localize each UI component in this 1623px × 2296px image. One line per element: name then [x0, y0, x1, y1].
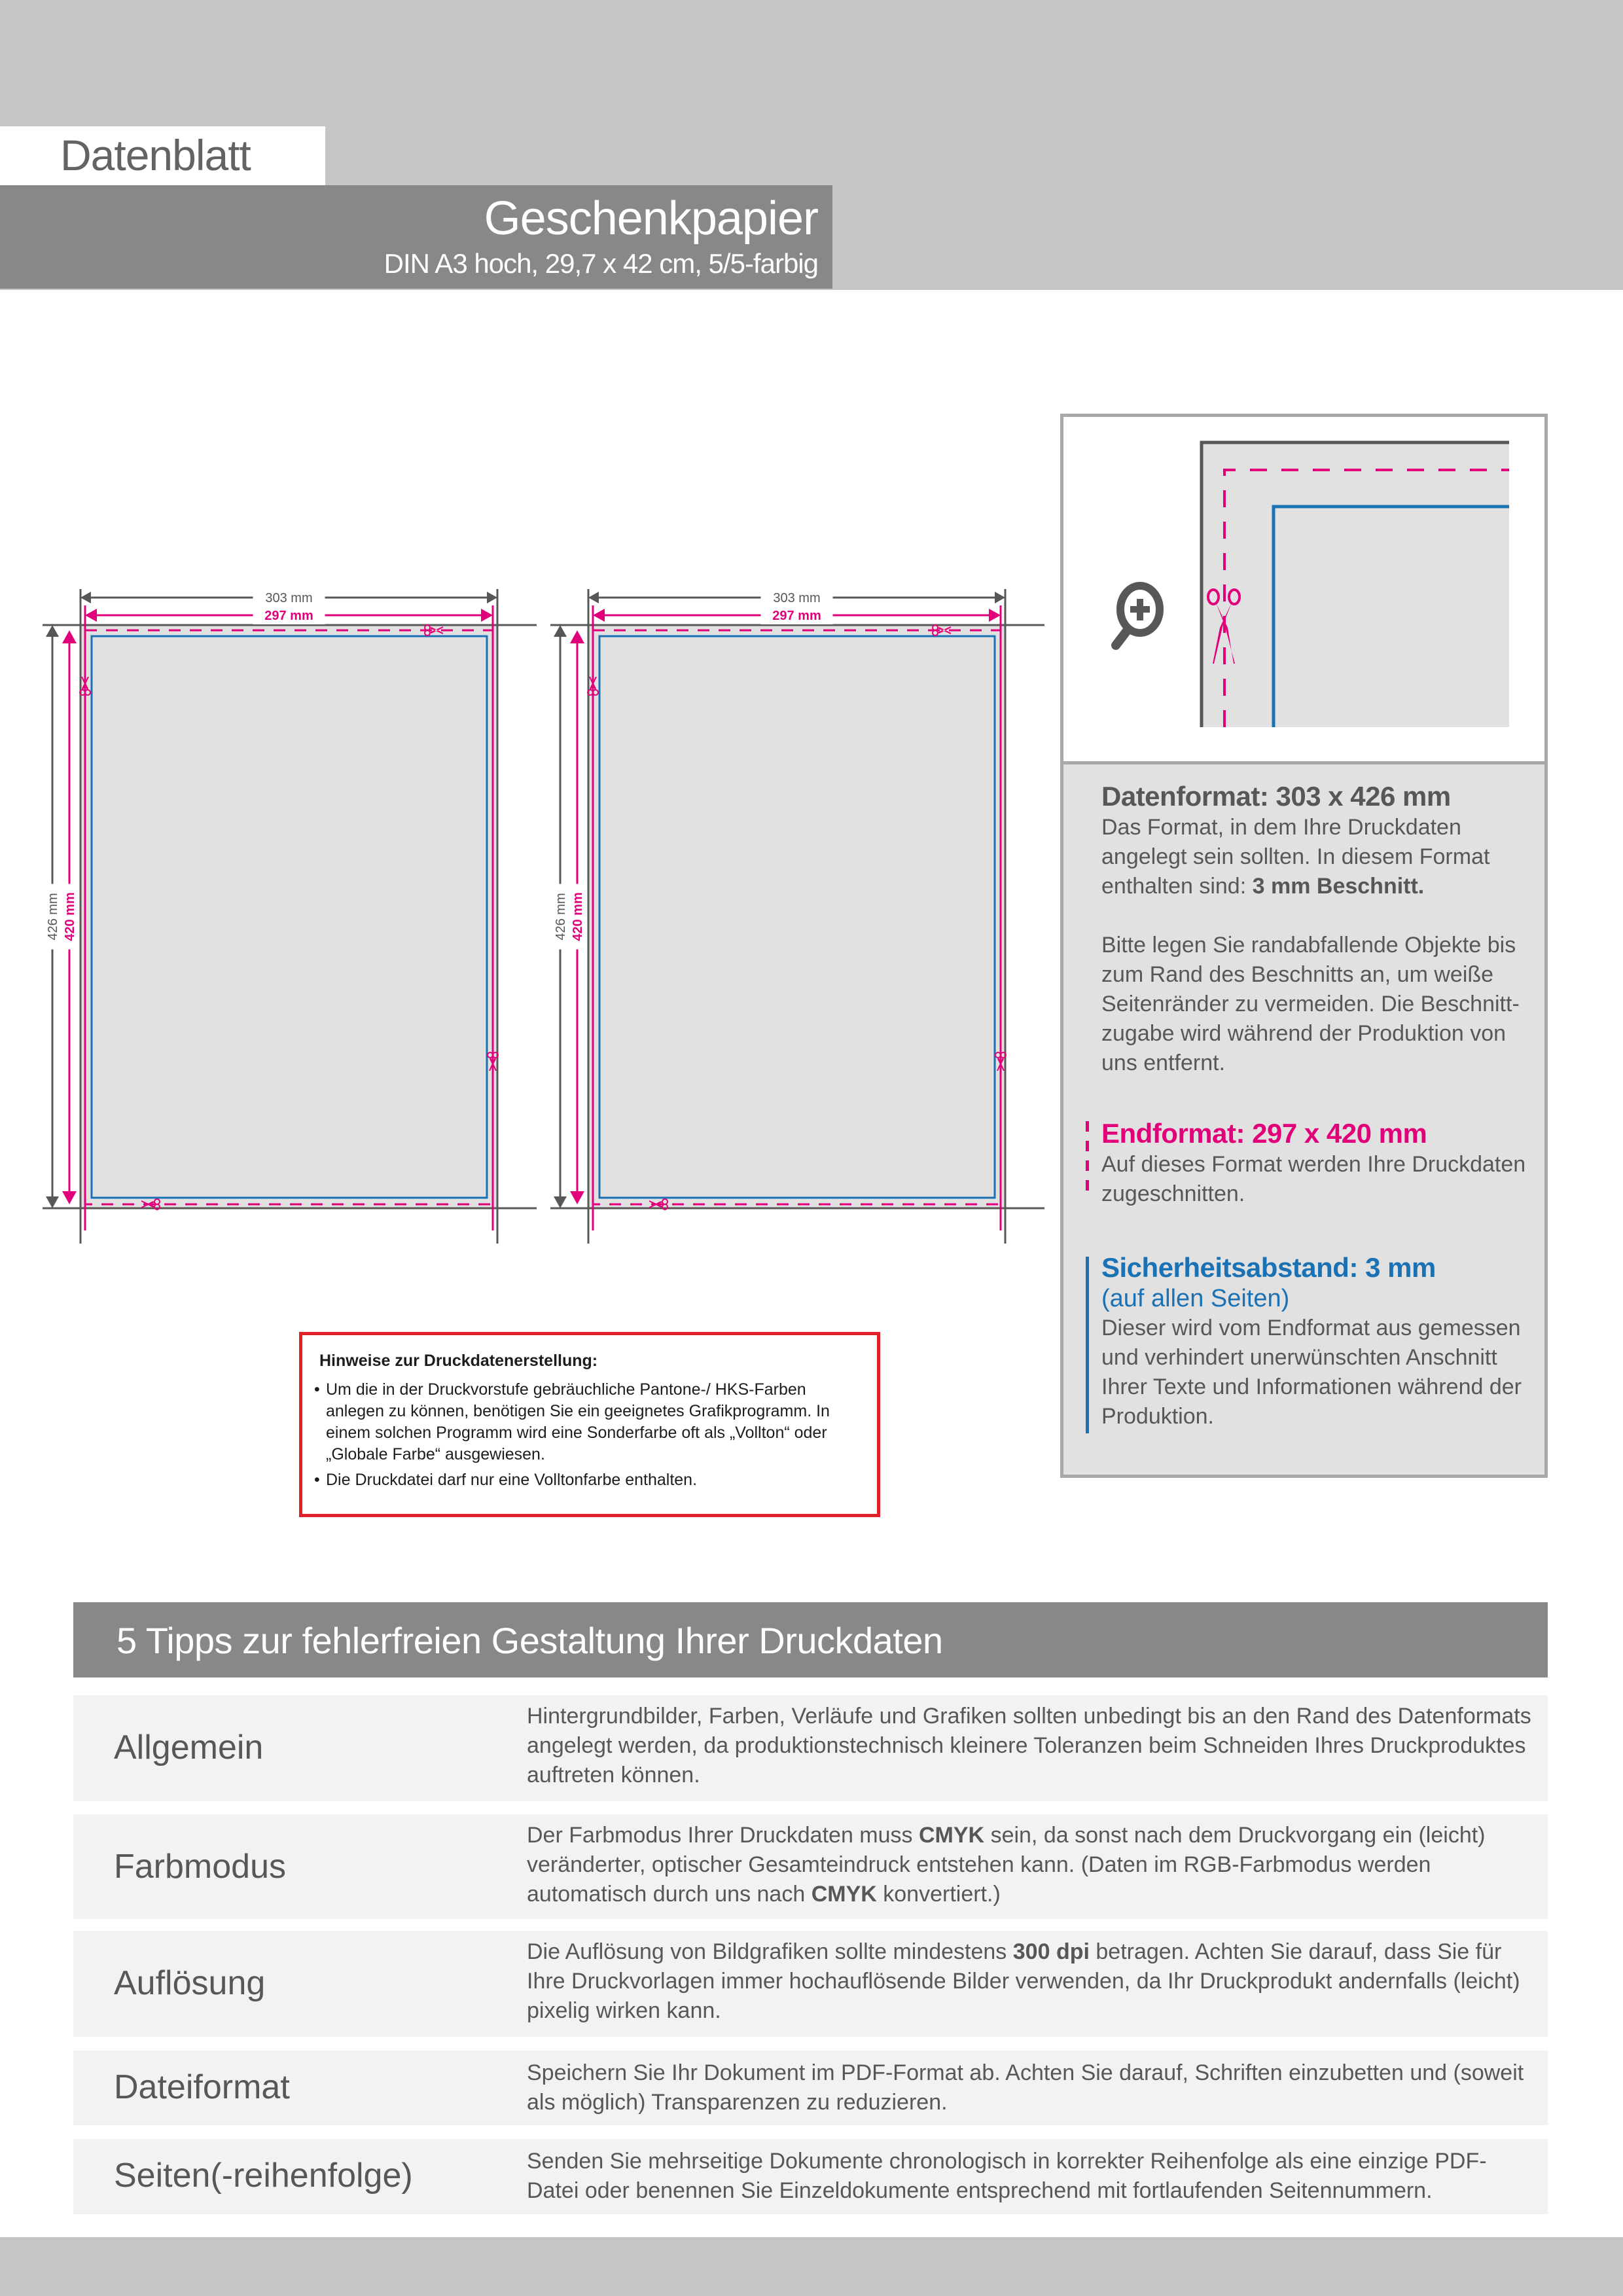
tip-text: Speichern Sie Ihr Dokument im PDF-Format ab. Achten Sie darauf, Schriften einzubetten und (soweit als möglich) Transparenzen zu reduzieren.	[527, 2060, 1524, 2115]
cut-line-marker	[1086, 1121, 1089, 1198]
tip-label: Auflösung	[114, 1964, 266, 2002]
tips-title: 5 Tipps zur fehlerfreien Gestaltung Ihrer Druckdaten	[116, 1620, 943, 1661]
print-notice-box	[299, 1332, 880, 1517]
datenformat-text-2: Bitte legen Sie randabfallende Objekte bis zum Rand des Beschnitts an, um weiße Seitenränder zu vermeiden. Die Beschnitt-zugabe wird während der Produktion von uns entfernt.	[1101, 933, 1520, 1075]
tip-row-farbmodus	[73, 1814, 1548, 1919]
bleed-area	[80, 625, 497, 1208]
tip-text: Hintergrundbilder, Farben, Verläufe und Grafiken sollten unbedingt bis an den Rand des Datenformats angelegt werden, da produktionstechnisch kleinere Toleranzen beim Schneiden Ihres Druckproduktes auftreten können.	[527, 1704, 1531, 1787]
notice-item: • Um die in der Druckvorstufe gebräuchliche Pantone-/ HKS-Farben anlegen zu können, benötigen Sie ein geeignetes Grafikprogramm. In einem solchen Programm wird eine Sonderfarbe oft als „Vollton“ oder „Globale Farbe“ ausgewiesen.	[314, 1379, 864, 1465]
tip-text-part: Der Farbmodus Ihrer Druckdaten muss	[527, 1823, 913, 1848]
tip-label: Farbmodus	[114, 1848, 286, 1886]
datenformat-section	[1101, 780, 1533, 1078]
tips-header	[73, 1602, 1548, 1677]
tip-text-part: betragen. Achten Sie darauf, dass Sie für Ihre Druckvorlagen immer hochauflösende Bilder verwenden, da Ihr Druckprodukt andernfalls (leicht) pixelig wirken kann.	[527, 1939, 1520, 2023]
dimension-label-outer-width: 303 mm	[265, 591, 313, 605]
endformat-title: Endformat: 297 x 420 mm	[1101, 1118, 1427, 1149]
paper-corner	[1202, 441, 1509, 727]
datenformat-text-1-plain: Das Format, in dem Ihre Druckdaten angelegt sein sollten. In diesem Format enthalten sind:	[1101, 815, 1490, 899]
notice-title: Hinweise zur Druckdatenerstellung:	[319, 1352, 598, 1370]
tip-text-bold: CMYK	[811, 1882, 877, 1907]
sicherheit-text: Dieser wird vom Endformat aus gemessen und verhindert unerwünschten Anschnitt Ihrer Texte und Informationen während der Produktion.	[1101, 1316, 1522, 1429]
tip-row-seiten	[73, 2139, 1548, 2214]
sicherheit-subtitle: (auf allen Seiten)	[1101, 1285, 1290, 1312]
corner-zoom-illustration	[1063, 417, 1544, 764]
bleed-area	[588, 625, 1005, 1208]
tip-text: Senden Sie mehrseitige Dokumente chronologisch in korrekter Reihenfolge als eine einzige PDF-Datei oder benennen Sie Einzeldokumente entsprechend mit fortlaufenden Seitennummern.	[527, 2149, 1487, 2203]
dimension-label-final-height: 420 mm	[571, 892, 585, 941]
format-detail-panel	[1060, 414, 1548, 1478]
corner-zoom-svg	[1063, 417, 1544, 761]
dimension-label-final-width: 297 mm	[264, 609, 313, 623]
document-type-label	[0, 126, 325, 185]
product-title: Geschenkpapier	[484, 192, 818, 245]
endformat-text: Auf dieses Format werden Ihre Druckdaten zugeschnitten.	[1101, 1152, 1526, 1206]
tip-text	[527, 1821, 1535, 1909]
zoom-in-icon	[1116, 586, 1160, 645]
tip-label: Seiten(-reihenfolge)	[114, 2157, 413, 2195]
tip-text-part: konvertiert.)	[883, 1882, 1001, 1907]
footer-band	[0, 2237, 1623, 2296]
product-subtitle: DIN A3 hoch, 29,7 x 42 cm, 5/5-farbig	[383, 248, 818, 279]
datenformat-text-1	[1101, 813, 1533, 901]
endformat-section	[1101, 1117, 1533, 1209]
datenformat-text-1-bold: 3 mm Beschnitt.	[1252, 874, 1425, 899]
notice-list	[314, 1379, 864, 1495]
dimension-label-final-width: 297 mm	[772, 609, 821, 623]
tip-text	[527, 1937, 1535, 2026]
format-diagram-2	[547, 576, 1044, 1257]
dimension-label-final-height: 420 mm	[63, 892, 77, 941]
tip-text-bold: CMYK	[919, 1823, 985, 1848]
tip-label: Allgemein	[114, 1729, 264, 1767]
tip-label: Dateiformat	[114, 2068, 290, 2106]
dimension-label-outer-width: 303 mm	[773, 591, 821, 605]
safety-line-marker	[1086, 1257, 1089, 1433]
tip-text-bold: 300 dpi	[1012, 1939, 1090, 1964]
tip-row-dateiformat	[73, 2051, 1548, 2125]
sicherheit-section	[1101, 1251, 1533, 1431]
format-diagram-1	[39, 576, 537, 1257]
dimension-label-outer-height: 426 mm	[554, 893, 568, 941]
datenformat-title: Datenformat: 303 x 426 mm	[1101, 781, 1451, 812]
tip-text-part: Die Auflösung von Bildgrafiken sollte mindestens	[527, 1939, 1007, 1964]
tip-text-part: sein, da sonst nach dem Druckvorgang ein (leicht) veränderter, optischer Gesamteindruck entstehen kann. (Daten im RGB-Farbmodus werden automatisch durch uns nach	[527, 1823, 1486, 1907]
title-band	[0, 185, 832, 289]
tip-row-allgemein	[73, 1695, 1548, 1801]
tip-row-aufloesung	[73, 1931, 1548, 2037]
document-type-text: Datenblatt	[60, 131, 251, 179]
dimension-label-outer-height: 426 mm	[46, 893, 60, 941]
notice-item: • Die Druckdatei darf nur eine Volltonfarbe enthalten.	[314, 1469, 864, 1491]
sicherheit-title: Sicherheitsabstand: 3 mm	[1101, 1252, 1436, 1283]
